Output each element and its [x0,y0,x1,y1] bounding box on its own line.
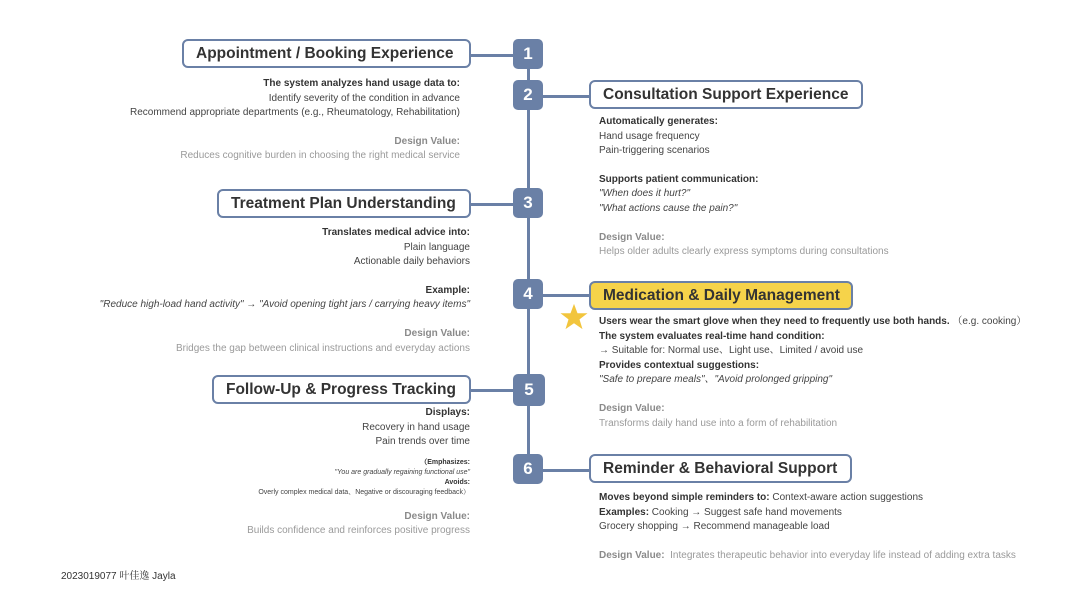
stage5-line: Pain trends over time [375,436,470,448]
stage3-line: Plain language [403,241,470,253]
stage4-heading: Provides contextual suggestions: [599,359,760,371]
stage5-value-label: Design Value: [404,510,470,522]
stage6-value-text: Integrates therapeutic behavior into everyday life instead of adding extra tasks [664,549,1016,561]
stage1-heading: The system analyzes hand usage data to: [263,78,460,89]
stage6-value-label: Design Value: [599,549,665,561]
stage6-detail [599,491,1016,563]
step-number-5: 5 [513,374,545,406]
stage5-heading: Displays: [425,407,470,418]
stage5-avoids-text: Overly complex medical data、Negative or discouraging feedback） [258,488,470,496]
star-icon [559,302,589,332]
stage2-heading: Automatically generates: [599,116,718,127]
stage5-value-text: Builds confidence and reinforces positive progress [247,525,470,537]
stage2-value-text: Helps older adults clearly express symptoms during consultations [599,246,889,258]
stage-title-4: Medication & Daily Management [589,281,853,310]
stage2-detail [599,115,889,260]
step-number-2: 2 [513,80,543,110]
stage3-example-text: "Reduce high-load hand activity" → "Avoid opening tight jars / carrying heavy items" [99,299,470,311]
connector-6 [543,469,590,472]
connector-1 [470,54,515,57]
stage6-text: Cooking → Suggest safe hand movements [649,506,842,518]
stage-title-1: Appointment / Booking Experience [182,39,471,68]
timeline-spine [527,50,530,470]
step-number-6: 6 [513,454,543,484]
stage1-line: Recommend appropriate departments (e.g., Rheumatology, Rehabilitation) [130,107,460,119]
step-number-3: 3 [513,188,543,218]
stage5-line: Recovery in hand usage [362,421,470,433]
stage4-heading: Users wear the smart glove when they need to frequently use both hands. [599,316,950,327]
stage4-value-label: Design Value: [599,402,665,414]
stage1-value-label: Design Value: [394,135,460,147]
stage3-heading: Translates medical advice into: [322,227,470,238]
stage2-value-label: Design Value: [599,231,665,243]
connector-5 [470,389,515,392]
stage3-example-label: Example: [425,284,470,296]
stage-title-3: Treatment Plan Understanding [217,189,471,218]
stage5-emphasizes-quote: "You are gradually regaining functional use" [334,468,470,476]
stage2-quote: "What actions cause the pain?" [599,202,738,214]
stage5-detail [247,406,470,539]
stage6-line: Grocery shopping → Recommend manageable load [599,521,830,533]
stage-title-5: Follow-Up & Progress Tracking [212,375,471,404]
stage4-heading: The system evaluates real-time hand condition: [599,330,825,342]
stage3-line: Actionable daily behaviors [353,256,470,268]
stage5-avoids-label: Avoids: [444,478,470,486]
stage6-bold: Moves beyond simple reminders to: [599,492,770,503]
stage-title-6: Reminder & Behavioral Support [589,454,852,483]
connector-4 [543,294,590,297]
connector-2 [543,95,590,98]
stage4-quote: "Safe to prepare meals"、"Avoid prolonged gripping" [599,374,833,386]
stage4-value-text: Transforms daily hand use into a form of rehabilitation [599,417,838,429]
stage2-line: Hand usage frequency [599,130,700,142]
stage3-value-text: Bridges the gap between clinical instructions and everyday actions [175,342,470,354]
stage1-value-text: Reduces cognitive burden in choosing the right medical service [180,150,460,162]
stage6-bold: Examples: [599,506,650,518]
stage2-quote: "When does it hurt?" [599,188,691,200]
stage2-line: Pain-triggering scenarios [599,145,710,157]
stage6-text: Context-aware action suggestions [769,492,924,503]
step-number-4: 4 [513,279,543,309]
stage3-detail [100,226,470,356]
stage-title-2: Consultation Support Experience [589,80,863,109]
stage1-line: Identify severity of the condition in advance [268,92,460,104]
step-number-1: 1 [513,39,543,69]
stage3-value-label: Design Value: [404,327,470,339]
stage5-emphasizes-label: （Emphasizes: [420,458,470,466]
stage4-detail [599,315,1026,431]
connector-3 [470,203,515,206]
stage2-heading: Supports patient communication: [599,173,759,185]
stage4-line: → Suitable for: Normal use、Light use、Limited / avoid use [599,345,864,357]
stage1-detail [130,77,460,164]
author-footer: 2023019077 叶佳逸 Jayla [61,571,176,582]
stage4-note: （e.g. cooking） [952,316,1027,327]
